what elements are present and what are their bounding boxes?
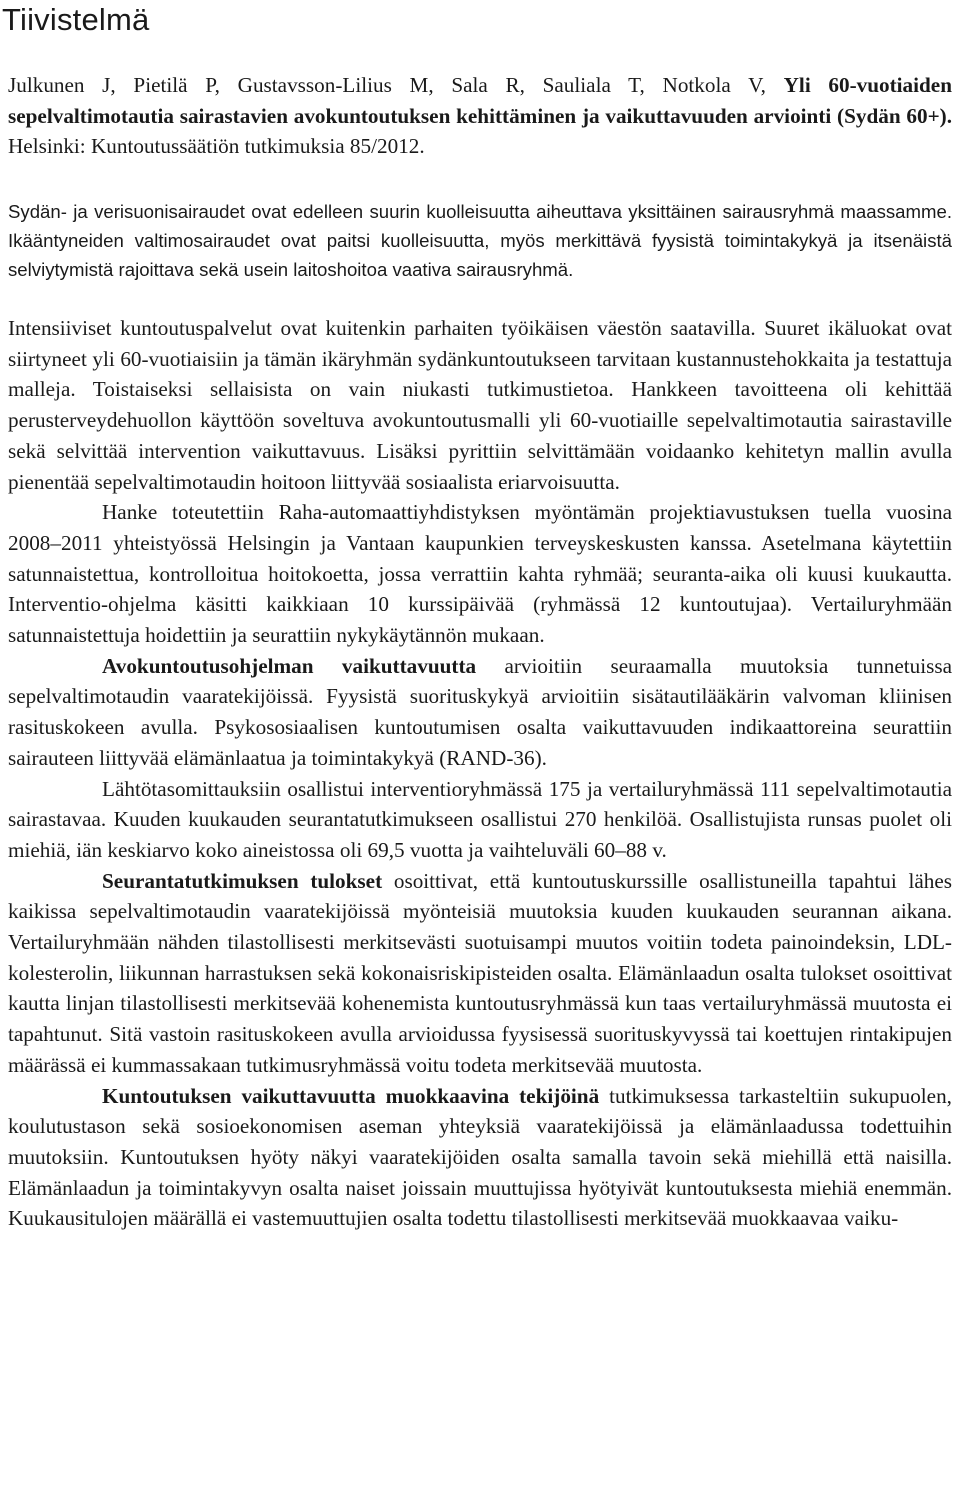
paragraph-4-text: Lähtötasomittauksiin osallistui interventioryhmässä 175 ja vertailuryhmässä 111 sepelvaltimotautia sairastavaa. Kuuden kuukauden seurantatutkimukseen osallistui 270 henkilöä. Osallistujista runsas puolet oli miehiä, iän keskiarvo koko aineistossa oli 69,5 vuotta ja vaihteluväli 60–88 v.	[8, 776, 952, 862]
citation	[8, 70, 952, 162]
paragraph-2	[8, 497, 952, 651]
citation-publisher: Helsinki: Kuntoutussäätiön tutkimuksia 85/2012.	[8, 134, 425, 159]
paragraph-6	[8, 1081, 952, 1235]
paragraph-3-lead: Avokuntoutusohjelman vaikuttavuutta	[102, 653, 477, 678]
paragraph-1-text: Intensiiviset kuntoutuspalvelut ovat kuitenkin parhaiten työikäisen väestön saatavilla. Suuret ikäluokat ovat siirtyneet yli 60-vuotiaisiin ja tämän ikäryhmän sydänkuntoutukseen tarvitaan kustannustehokkaita ja testattuja malleja. Toistaiseksi sellaisista on vain niukasti tutkimustietoa. Hankkeen tavoitteena oli kehittää perusterveydehuollon käyttöön soveltuva avokuntoutusmalli yli 60-vuotiaille sepelvaltimotautia sairastaville sekä selvittää intervention vaikuttavuus. Lisäksi pyrittiin selvittämään voidaanko kehitetyn mallin avulla pienentää sepelvaltimotaudin hoitoon liittyvää sosiaalista eriarvoisuutta.	[8, 316, 952, 494]
paragraph-5	[8, 866, 952, 1081]
intro-sentence-1: Sydän- ja verisuonisairaudet ovat edelleen suurin kuolleisuutta aiheuttava yksittäinen sairausryhmä maassamme.	[8, 201, 952, 222]
paragraph-6-lead: Kuntoutuksen vaikuttavuutta muokkaavina tekijöinä	[102, 1083, 600, 1108]
paragraph-1	[8, 313, 952, 497]
paragraph-3	[8, 651, 952, 774]
paragraph-3-text: arvioitiin seuraamalla muutoksia tunnetuissa sepelvaltimotaudin vaaratekijöissä. Fyysistä suorituskykyä arvioitiin sisätautilääkärin valvoman kliinisen rasituskokeen avulla. Psykososiaalisen kuntoutumisen osalta vaikuttavuuden indikaattoreina seurattiin sairauteen liittyvää elämänlaatua ja toimintakykyä (RAND-36).	[8, 653, 952, 770]
citation-title: Yli 60-vuotiaiden sepelvaltimotautia sairastavien avokuntoutuksen kehittäminen ja vaikuttavuuden arviointi (Sydän 60+).	[8, 73, 952, 128]
page-title: Tiivistelmä	[2, 2, 150, 37]
citation-authors: Julkunen J, Pietilä P, Gustavsson-Lilius M, Sala R, Sauliala T, Notkola V,	[8, 73, 784, 97]
intro-paragraph	[8, 197, 952, 284]
paragraph-6-text: tutkimuksessa tarkasteltiin sukupuolen, koulutustason sekä sosioekonomisen aseman yhteyksiä vaaratekijöissä ja elämänlaadussa todettuihin muutoksiin. Kuntoutuksen hyöty näkyi vaaratekijöiden osalta samalla tavoin sekä miehillä että naisilla. Elämänlaadun ja toimintakyvyn osalta naiset joissain muuttujissa hyötyivät kuntoutuksesta miehiä enemmän. Kuukausitulojen määrällä ei vastemuuttujien osalta todettu tilastollisesti merkitsevää muokkaavaa vaiku-	[8, 1083, 952, 1231]
intro-sentence-2: Ikääntyneiden valtimosairaudet ovat paitsi kuolleisuutta, myös merkittävä fyysistä toimintakykyä ja itsenäistä selviytymistä rajoittava sekä usein laitoshoitoa vaativa sairausryhmä.	[8, 230, 952, 281]
paragraph-5-text: osoittivat, että kuntoutuskurssille osallistuneilla tapahtui lähes kaikissa sepelvaltimotaudin vaaratekijöissä myönteisiä muutoksia kuuden kuukauden seurannan aikana. Vertailuryhmään nähden tilastollisesti merkitsevästi suotuisampi muutos voitiin todeta painoindeksin, LDL-kolesterolin, liikunnan harrastuksen sekä kokonaisriskipisteiden osalta. Elämänlaadun osalta tulokset osoittivat kautta linjan tilastollisesti merkitsevää kohenemista kuntoutusryhmässä kun taas vertailuryhmässä muutosta ei tapahtunut. Sitä vastoin rasituskokeen avulla arvioidussa fyysisessä suorituskyvyssä tai koettujen rintakipujen määrässä ei kummassakaan tutkimusryhmässä voitu todeta merkitsevää muutosta.	[8, 868, 952, 1077]
paragraph-5-lead: Seurantatutkimuksen tulokset	[102, 868, 383, 893]
paragraph-2-text: Hanke toteutettiin Raha-automaattiyhdistyksen myöntämän projektiavustuksen tuella vuosina 2008–2011 yhteistyössä Helsingin ja Vantaan kaupunkien terveyskeskusten kanssa. Asetelmana käytettiin satunnaistettua, kontrolloitua hoitokoetta, jossa verrattiin kahta ryhmää; seuranta-aika oli kuusi kuukautta. Interventio-ohjelma käsitti kaikkiaan 10 kurssipäivää (ryhmässä 12 kuntoutujaa). Vertailuryhmään satunnaistettuja hoidettiin ja seurattiin nykykäytännön mukaan.	[8, 500, 952, 648]
body-text	[8, 313, 952, 1234]
paragraph-4	[8, 774, 952, 866]
